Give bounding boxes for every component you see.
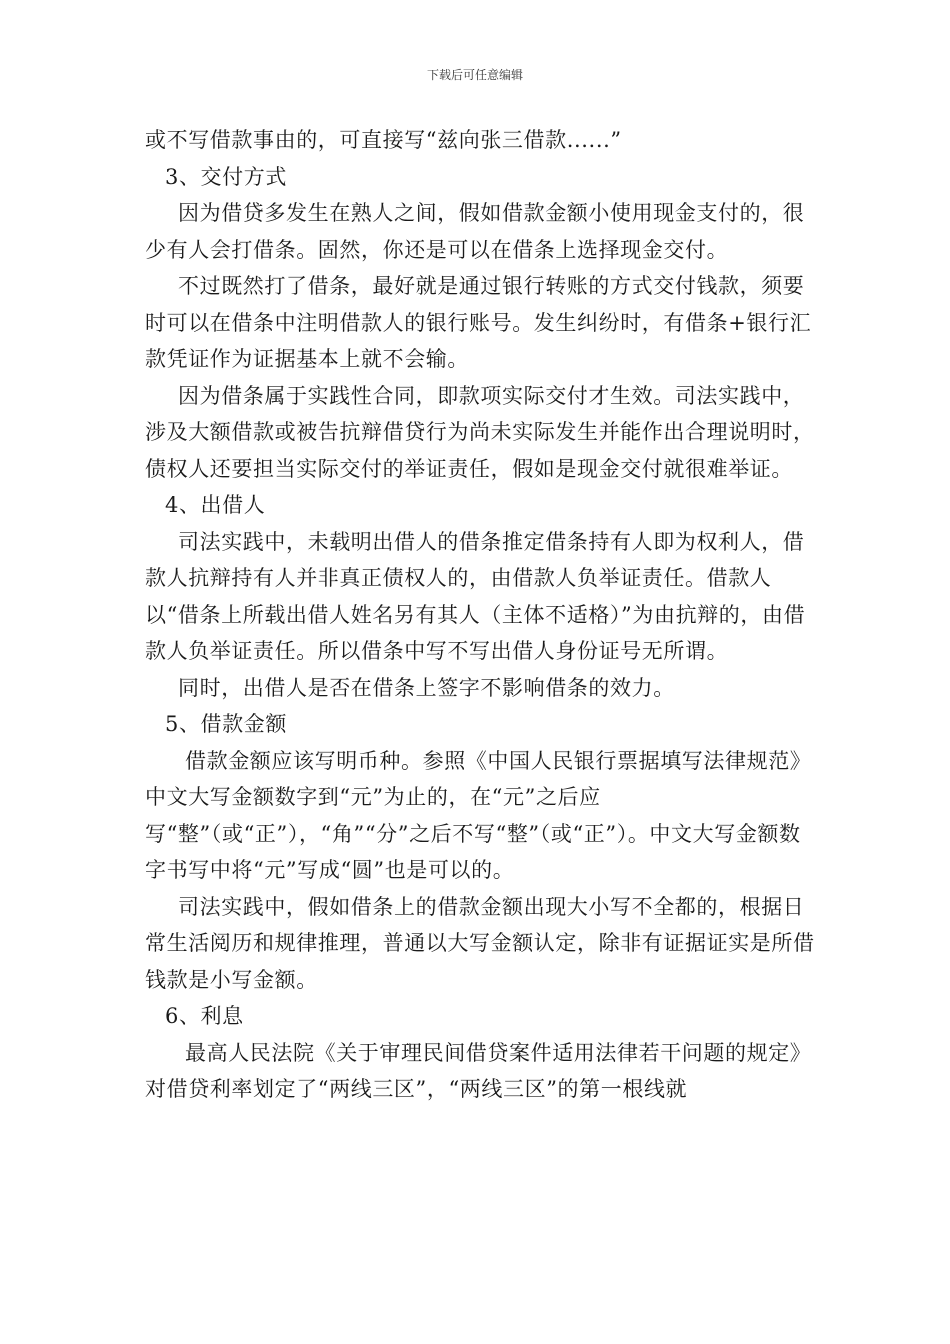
section-heading-interest: 6、利息	[165, 1004, 244, 1028]
paragraph: 同时，出借人是否在借条上签字不影响借条的效力。	[178, 675, 675, 700]
section-heading-lender: 4、出借人	[165, 493, 266, 517]
paragraph: 司法实践中，未载明出借人的借条推定借条持有人即为权利人，借款人抗辩持有人并非真正债权人的，由借款人负举证责任。借款人以“借条上所载出借人姓名另有其人（主体不适格）”为由抗辩的，由借款人负举证责任。所以借条中写不写出借人身份证号无所谓。	[145, 529, 806, 663]
page-header: 下载后可任意编辑	[426, 68, 523, 82]
paragraph: 最高人民法院《关于审理民间借贷案件适用法律若干问题的规定》对借贷利率划定了“两线三区”，“两线三区”的第一根线就	[145, 1040, 812, 1101]
paragraph: 司法实践中，假如借条上的借款金额出现大小写不全都的，根据日常生活阅历和规律推理，普通以大写金额认定，除非有证据证实是所借钱款是小写金额。	[145, 894, 815, 992]
paragraph-continued: 或不写借款事由的，可直接写“兹向张三借款......”	[145, 128, 622, 152]
paragraph: 不过既然打了借条，最好就是通过银行转账的方式交付钱款，须要时可以在借条中注明借款人的银行账号。发生纠纷时，有借条+银行汇款凭证作为证据基本上就不会输。	[145, 274, 812, 371]
paragraph: 因为借条属于实践性合同，即款项实际交付才生效。司法实践中，涉及大额借款或被告抗辩借贷行为尚未实际发生并能作出合理说明时，债权人还要担当实际交付的举证责任，假如是现金交付就很难举证。	[145, 383, 815, 481]
section-heading-delivery: 3、交付方式	[165, 164, 287, 189]
paragraph: 因为借贷多发生在熟人之间，假如借款金额小使用现金支付的，很少有人会打借条。固然，你还是可以在借条上选择现金交付。	[145, 201, 805, 262]
document-body	[145, 122, 817, 1108]
paragraph: 借款金额应该写明币种。参照《中国人民银行票据填写法律规范》中文大写金额数字到“元”为止的，在“元”之后应写“整”（或“正”），“角”“分”之后不写“整”（或“正”）。中文大写金额数字书写中将“元”写成“圆”也是可以的。	[145, 748, 812, 882]
section-heading-amount: 5、借款金额	[165, 712, 287, 736]
